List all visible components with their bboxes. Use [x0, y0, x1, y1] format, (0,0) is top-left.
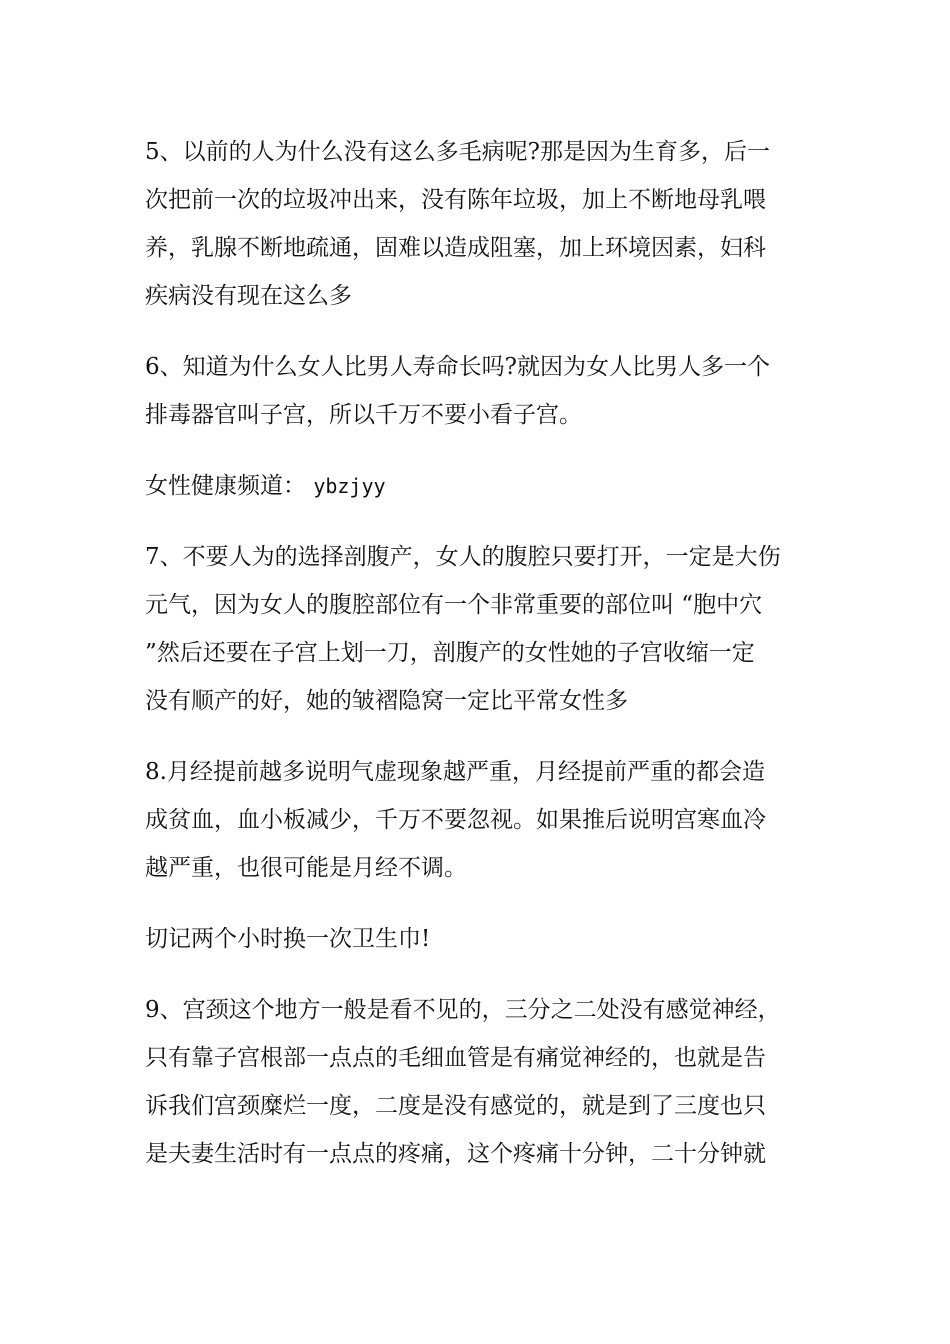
text-line: 成贫血，血小板减少，千万不要忽视。如果推后说明宫寒血冷	[145, 807, 766, 833]
text-line: 只有靠子宫根部一点点的毛细血管是有痛觉神经的，也就是告	[145, 1045, 766, 1071]
text-line: 8.月经提前越多说明气虚现象越严重，月经提前严重的都会造	[145, 759, 765, 785]
text-line: 没有顺产的好，她的皱褶隐窝一定比平常女性多	[145, 688, 628, 714]
text-line: 排毒器官叫子宫，所以千万不要小看子宫。	[145, 402, 582, 428]
paragraph-5	[145, 128, 805, 320]
paragraph-9	[145, 986, 805, 1178]
tip-text: 切记两个小时换一次卫生巾!	[145, 926, 431, 952]
text-line: 次把前一次的垃圾冲出来，没有陈年垃圾，加上不断地母乳喂	[145, 187, 766, 213]
channel-label: 女性健康频道：	[145, 473, 306, 499]
text-line: 疾病没有现在这么多	[145, 283, 352, 309]
paragraph-8	[145, 748, 805, 892]
text-line: 养，乳腺不断地疏通，固难以造成阻塞，加上环境因素，妇科	[145, 235, 766, 261]
text-line: 6、知道为什么女人比男人寿命长吗?就因为女人比男人多一个	[145, 354, 770, 380]
paragraph-6	[145, 343, 805, 439]
document-page	[145, 128, 805, 1201]
text-line: 元气，因为女人的腹腔部位有一个非常重要的部位叫 “胞中穴	[145, 592, 763, 618]
channel-line	[145, 462, 805, 510]
text-line: 诉我们宫颈糜烂一度，二度是没有感觉的，就是到了三度也只	[145, 1093, 766, 1119]
paragraph-7	[145, 533, 805, 725]
text-line: 7、不要人为的选择剖腹产，女人的腹腔只要打开，一定是大伤	[145, 544, 781, 570]
text-line: ”然后还要在子宫上划一刀，剖腹产的女性她的子宫收缩一定	[145, 640, 755, 666]
text-line: 5、以前的人为什么没有这么多毛病呢?那是因为生育多，后一	[145, 139, 770, 165]
text-line: 越严重，也很可能是月经不调。	[145, 855, 467, 881]
text-line: 是夫妻生活时有一点点的疼痛，这个疼痛十分钟，二十分钟就	[145, 1141, 766, 1167]
channel-id: ybzjyy	[313, 474, 386, 498]
channel-text	[145, 462, 805, 510]
tip-paragraph	[145, 915, 805, 963]
text-line: 9、宫颈这个地方一般是看不见的，三分之二处没有感觉神经，	[145, 997, 781, 1023]
